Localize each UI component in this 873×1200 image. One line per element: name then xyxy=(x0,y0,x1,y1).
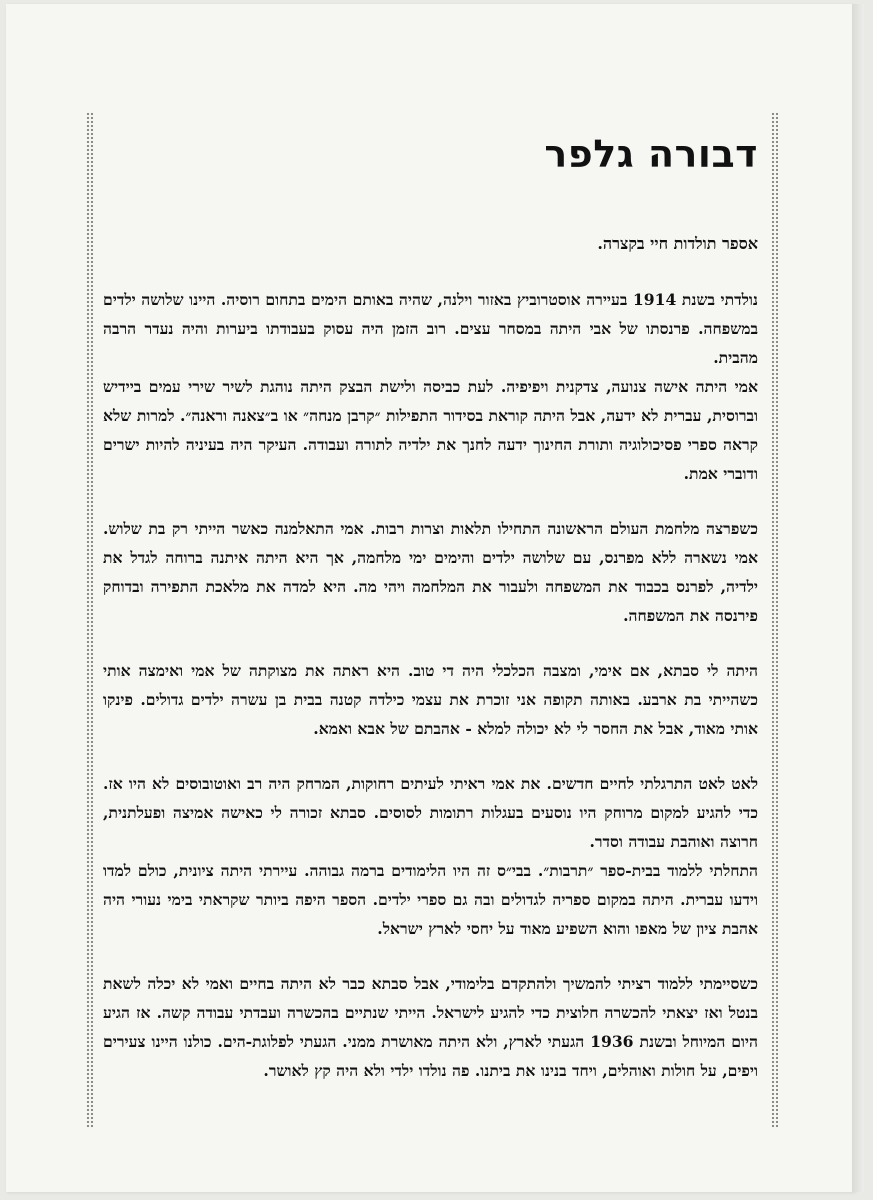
document-subtitle: אספר תולדות חיי בקצרה. xyxy=(597,234,758,253)
page-title: דבורה גלפר xyxy=(544,132,758,176)
dotted-border-left xyxy=(86,112,93,1128)
paragraph-war: כשפרצה מלחמת העולם הראשונה התחילו תלאות וצרות רבות. אמי התאלמנה כאשר הייתי רק בת שלוש. אמי נשארה ללא מפרנס, עם שלושה ילדים והימים ימי מלחמה, אך היא היתה איתנה ברוחה לגדל את ילדיה, לפרנס בכבוד את המשפחה ולעבור את המלחמה ויהי מה. היא למדה את מלאכת התפירה ובדוחק פירנסה את המשפחה. xyxy=(103,519,758,625)
document-page xyxy=(6,4,855,1192)
paragraph-birth: נולדתי בשנת 1914 בעיירה אוסטרוביץ באזור וילנה, שהיה באותם הימים בתחום רוסיה. היינו שלושה ילדים במשפחה. פרנסתו של אבי היתה במסחר עצים. רוב הזמן היה עסוק בעבודתו ביערות והיה נעדר הרבה מהבית. xyxy=(103,290,758,367)
page-edge xyxy=(852,4,864,1192)
paragraph-new-life: לאט לאט התרגלתי לחיים חדשים. את אמי ראיתי לעיתים רחוקות, המרחק היה רב ואוטובוסים לא היו אז. כדי להגיע למקום מרוחק היו נוסעים בעגלות רתומות לסוסים. סבתא זכורה לי כאישה אמיצה ופעלתנית, חרוצה ואוהבת עבודה וסדר. xyxy=(103,774,758,851)
document-body xyxy=(103,112,758,1112)
dotted-border-right xyxy=(771,112,778,1128)
paragraph-mother: אמי היתה אישה צנועה, צדקנית ויפיפיה. לעת כביסה ולישת הבצק היתה נוהגת לשיר שירי עמים ביידיש וברוסית, עברית לא ידעה, אבל היתה קוראת בסידור התפילות ״קרבן מנחה״ או ב״צאנה וראנה״. למרות שלא קראה ספרי פסיכולוגיה ותורת החינוך ידעה לחנך את ילדיה לתורה ועבודה. העיקר היה בעיניה להיות ישרים ודוברי אמת. xyxy=(103,377,758,483)
paragraph-aliyah: כשסיימתי ללמוד רציתי להמשיך ולהתקדם בלימודי, אבל סבתא כבר לא היתה בחיים ואמי לא יכלה לשאת בנטל ואז יצאתי להכשרה חלוצית כדי להגיע לישראל. הייתי שנתיים בהכשרה ועבדתי עבודה קשה. אז הגיע היום המיוחל ובשנת 1936 הגעתי לארץ, ולא היתה מאושרת ממני. הגעתי לפלוגת-הים. כולנו היינו צעירים ויפים, על חולות ואוהלים, ויחד בנינו את ביתנו. פה נולדו ילדי ולא היה קץ לאושר. xyxy=(103,974,758,1080)
paragraph-grandmother: היתה לי סבתא, אם אימי, ומצבה הכלכלי היה די טוב. היא ראתה את מצוקתה של אמי ואימצה אותי כשהייתי בת ארבע. באותה תקופה אני זוכרת את עצמי כילדה קטנה בבית בן עשרה ילדים גדולים. פינקו אותי מאוד, אבל את החסר לי לא יכולה למלא - אהבתם של אבא ואמא. xyxy=(103,661,758,738)
paragraph-school: התחלתי ללמוד בבית-ספר ״תרבות״. בבי״ס זה היו הלימודים ברמה גבוהה. עיירתי היתה ציונית, כולם למדו וידעו עברית. היתה במקום ספריה לגדולים ובה גם ספרי ילדים. הספר היפה ביותר שקראתי בימי נעורי היה אהבת ציון של מאפו והוא השפיע מאוד על יחסי לארץ ישראל. xyxy=(103,861,758,938)
